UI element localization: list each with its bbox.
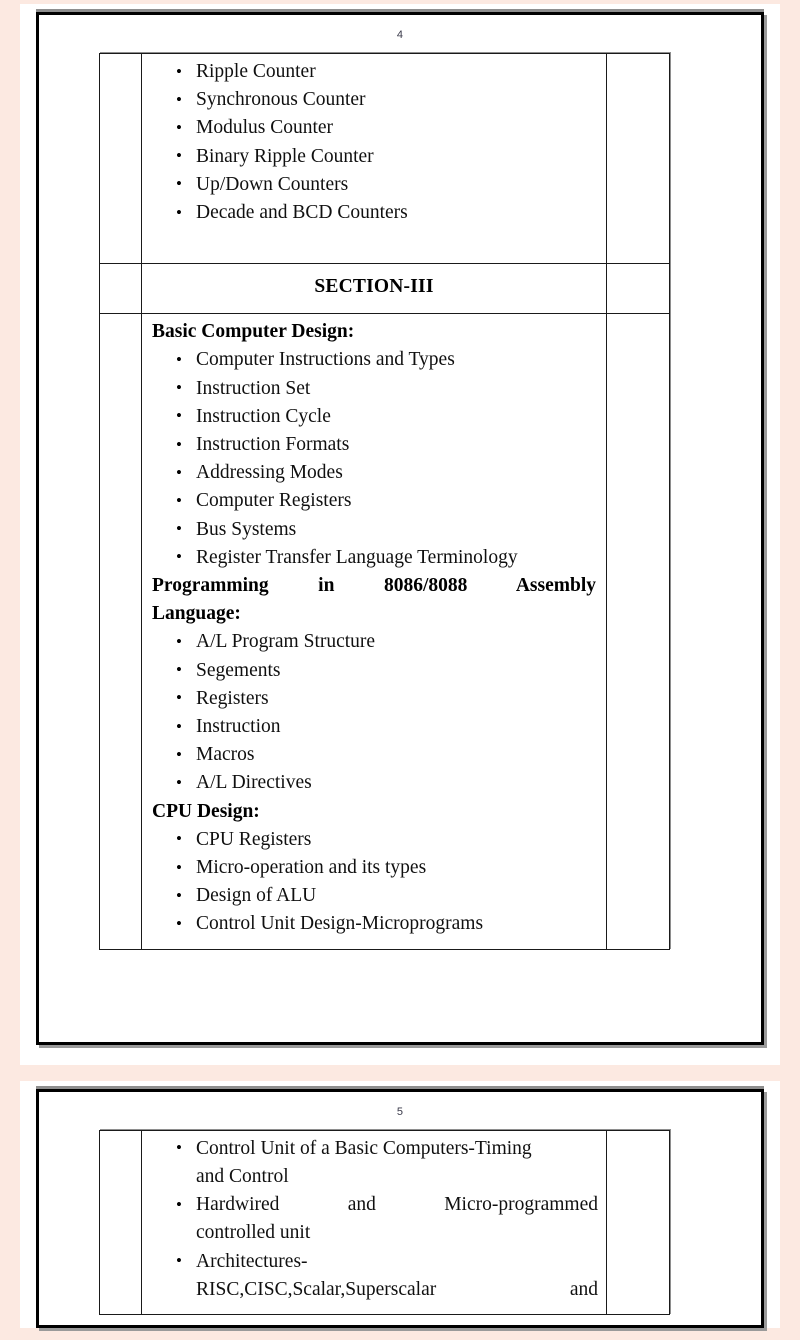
topic-group-title-line2: Language: (152, 603, 241, 625)
topic-list (150, 58, 598, 227)
list-item: • Instruction Formats (150, 431, 598, 459)
page-sheet-4 (20, 4, 780, 1065)
list-item: • Control Unit Design-Microprograms (150, 910, 598, 938)
list-item: • Instruction (150, 713, 598, 741)
row-number-cell (100, 264, 142, 314)
table-row (100, 1130, 670, 1314)
list-item: • Design of ALU (150, 882, 598, 910)
list-item-line2: and Control (196, 1165, 289, 1187)
topic-group-title: Basic Computer Design: (152, 321, 355, 343)
list-item: • A/L Directives (150, 769, 598, 797)
list-item: • Decade and BCD Counters (150, 199, 598, 227)
topic-groups-container (142, 314, 606, 948)
syllabus-table-page5 (99, 1130, 670, 1315)
syllabus-table-page4 (99, 53, 670, 950)
row-content-cell (142, 1130, 607, 1314)
topic-list (150, 346, 598, 572)
row-content-cell (142, 264, 607, 314)
page-frame-5 (36, 1089, 764, 1328)
page-number: 5 (396, 1105, 404, 1118)
list-item: • Synchronous Counter (150, 86, 598, 114)
list-item (150, 1135, 598, 1191)
topic-group-title (150, 572, 598, 628)
page-bottom-whitespace (39, 1315, 761, 1325)
topic-group-assembly-language (150, 572, 598, 798)
list-item: • Bus Systems (150, 516, 598, 544)
topic-list (150, 1135, 598, 1304)
topic-group-title-line1: Programming in 8086/8088 Assembly (152, 575, 596, 597)
list-item: • Micro-operation and its types (150, 854, 598, 882)
list-item-line1: Hardwired and Micro-programmed (196, 1194, 598, 1216)
row-marks-cell (607, 54, 670, 264)
list-item: • Up/Down Counters (150, 171, 598, 199)
row-marks-cell (607, 1130, 670, 1314)
list-item: • Addressing Modes (150, 459, 598, 487)
row-content-cell (142, 314, 607, 949)
list-item (150, 1248, 598, 1304)
list-item: • Register Transfer Language Terminology (150, 544, 598, 572)
page-sheet-5 (20, 1081, 780, 1328)
list-item: • Computer Instructions and Types (150, 346, 598, 374)
list-item: • Macros (150, 741, 598, 769)
page-frame-4 (36, 12, 764, 1045)
list-item: • Instruction Cycle (150, 403, 598, 431)
list-item: • A/L Program Structure (150, 628, 598, 656)
table-row-section-heading (100, 264, 670, 314)
table-row (100, 54, 670, 264)
list-item: • Computer Registers (150, 487, 598, 515)
topic-group-cpu-design (150, 798, 598, 939)
list-item-line2: controlled unit (196, 1222, 311, 1244)
row-number-cell (100, 314, 142, 949)
table-row (100, 314, 670, 949)
row-marks-cell (607, 314, 670, 949)
list-item: • Registers (150, 685, 598, 713)
list-item: • Modulus Counter (150, 114, 598, 142)
page-bottom-whitespace (39, 950, 761, 1042)
row-number-cell (100, 54, 142, 264)
topic-group-basic-computer-design (150, 318, 598, 572)
list-item: • Segements (150, 657, 598, 685)
page-separator-gap (0, 1065, 800, 1081)
row-content-cell (142, 54, 607, 264)
list-item: • CPU Registers (150, 826, 598, 854)
list-item-line2: RISC,CISC,Scalar,Superscalar and (196, 1278, 598, 1300)
list-item-line1: Architectures- (196, 1250, 308, 1272)
topic-group (142, 54, 606, 263)
section-heading: SECTION-III (314, 276, 434, 298)
topic-list (150, 826, 598, 939)
row-marks-cell (607, 264, 670, 314)
row-number-cell (100, 1130, 142, 1314)
topic-group-title: CPU Design: (152, 800, 260, 822)
list-item: • Binary Ripple Counter (150, 143, 598, 171)
list-item-line1: Control Unit of a Basic Computers-Timing (196, 1137, 532, 1159)
page-number: 4 (396, 29, 404, 41)
topic-group (142, 1131, 606, 1314)
list-item: • Ripple Counter (150, 58, 598, 86)
list-item: • Instruction Set (150, 375, 598, 403)
topic-list (150, 628, 598, 797)
list-item (150, 1191, 598, 1247)
